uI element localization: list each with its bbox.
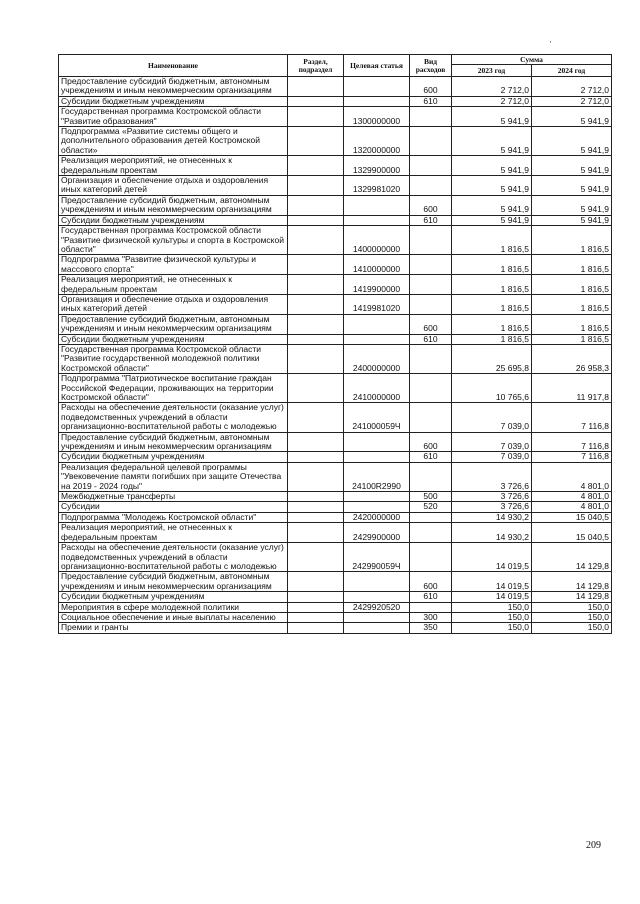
cell-kind: 600 bbox=[410, 432, 452, 452]
cell-2023: 5 941,9 bbox=[452, 176, 532, 196]
cell-target: 1419981020 bbox=[344, 294, 410, 314]
table-row bbox=[59, 512, 612, 522]
table-row bbox=[59, 176, 612, 196]
cell-kind bbox=[410, 275, 452, 295]
cell-name: Субсидии бюджетным учреждениям bbox=[59, 592, 288, 602]
cell-kind bbox=[410, 107, 452, 127]
table-row bbox=[59, 107, 612, 127]
cell-2024: 4 801,0 bbox=[532, 492, 612, 502]
cell-2024: 2 712,0 bbox=[532, 77, 612, 97]
cell-2023: 14 019,5 bbox=[452, 543, 532, 572]
cell-2024: 7 116,8 bbox=[532, 403, 612, 432]
cell-name: Подпрограмма "Патриотическое воспитание граждан Российской Федерации, проживающих на территории Костромской области" bbox=[59, 374, 288, 403]
header-year-2023: 2023 год bbox=[452, 65, 532, 77]
cell-kind bbox=[410, 176, 452, 196]
cell-target: 2420000000 bbox=[344, 512, 410, 522]
cell-name: Организация и обеспечение отдыха и оздоровления иных категорий детей bbox=[59, 294, 288, 314]
cell-section bbox=[288, 502, 344, 512]
cell-section bbox=[288, 77, 344, 97]
table-row bbox=[59, 543, 612, 572]
table-row bbox=[59, 523, 612, 543]
cell-2024: 5 941,9 bbox=[532, 107, 612, 127]
cell-name: Реализация мероприятий, не отнесенных к федеральным проектам bbox=[59, 156, 288, 176]
cell-name: Предоставление субсидий бюджетным, автономным учреждениям и иным некоммерческим организациям bbox=[59, 314, 288, 334]
cell-section bbox=[288, 623, 344, 633]
cell-name: Государственная программа Костромской области "Развитие физической культуры и спорта в Костромской области" bbox=[59, 226, 288, 255]
corner-mark: ' bbox=[550, 40, 552, 48]
cell-2023: 14 019,5 bbox=[452, 592, 532, 602]
cell-2024: 1 816,5 bbox=[532, 255, 612, 275]
cell-2023: 1 816,5 bbox=[452, 294, 532, 314]
cell-2023: 1 816,5 bbox=[452, 334, 532, 344]
cell-kind: 300 bbox=[410, 612, 452, 622]
cell-name: Субсидии бюджетным учреждениям bbox=[59, 452, 288, 462]
cell-2023: 2 712,0 bbox=[452, 77, 532, 97]
table-row bbox=[59, 96, 612, 106]
cell-2023: 150,0 bbox=[452, 623, 532, 633]
cell-kind: 610 bbox=[410, 452, 452, 462]
cell-name: Социальное обеспечение и иные выплаты населению bbox=[59, 612, 288, 622]
cell-2023: 2 712,0 bbox=[452, 96, 532, 106]
cell-2023: 14 930,2 bbox=[452, 512, 532, 522]
cell-2024: 14 129,8 bbox=[532, 572, 612, 592]
cell-name: Предоставление субсидий бюджетным, автономным учреждениям и иным некоммерческим организациям bbox=[59, 77, 288, 97]
table-row bbox=[59, 502, 612, 512]
cell-name: Субсидии bbox=[59, 502, 288, 512]
table-row bbox=[59, 572, 612, 592]
cell-target: 1329900000 bbox=[344, 156, 410, 176]
cell-kind: 350 bbox=[410, 623, 452, 633]
cell-2024: 4 801,0 bbox=[532, 462, 612, 491]
cell-target bbox=[344, 215, 410, 225]
cell-name: Предоставление субсидий бюджетным, автономным учреждениям и иным некоммерческим организациям bbox=[59, 195, 288, 215]
cell-section bbox=[288, 612, 344, 622]
cell-kind: 600 bbox=[410, 572, 452, 592]
cell-section bbox=[288, 492, 344, 502]
header-name: Наименование bbox=[59, 55, 288, 77]
cell-2023: 150,0 bbox=[452, 612, 532, 622]
cell-target bbox=[344, 572, 410, 592]
table-row bbox=[59, 294, 612, 314]
cell-name: Государственная программа Костромской области "Развитие образования" bbox=[59, 107, 288, 127]
cell-target bbox=[344, 77, 410, 97]
cell-kind bbox=[410, 512, 452, 522]
cell-target: 1320000000 bbox=[344, 127, 410, 156]
cell-2024: 150,0 bbox=[532, 612, 612, 622]
cell-section bbox=[288, 403, 344, 432]
cell-name: Реализация мероприятий, не отнесенных к федеральным проектам bbox=[59, 275, 288, 295]
cell-section bbox=[288, 334, 344, 344]
cell-target: 1419900000 bbox=[344, 275, 410, 295]
cell-2024: 1 816,5 bbox=[532, 226, 612, 255]
cell-name: Подпрограмма "Развитие физической культуры и массового спорта" bbox=[59, 255, 288, 275]
table-body bbox=[59, 77, 612, 634]
cell-target bbox=[344, 502, 410, 512]
cell-kind: 520 bbox=[410, 502, 452, 512]
cell-kind bbox=[410, 543, 452, 572]
table-row bbox=[59, 612, 612, 622]
cell-target bbox=[344, 492, 410, 502]
table-row bbox=[59, 275, 612, 295]
cell-2023: 5 941,9 bbox=[452, 195, 532, 215]
header-sum: Сумма bbox=[452, 55, 612, 65]
cell-name: Реализация федеральной целевой программы "Увековечение памяти погибших при защите Отечества на 2019 - 2024 годы" bbox=[59, 462, 288, 491]
cell-kind: 600 bbox=[410, 195, 452, 215]
cell-section bbox=[288, 215, 344, 225]
cell-target bbox=[344, 195, 410, 215]
cell-2023: 7 039,0 bbox=[452, 432, 532, 452]
cell-2023: 25 695,8 bbox=[452, 344, 532, 373]
cell-name: Субсидии бюджетным учреждениям bbox=[59, 96, 288, 106]
cell-section bbox=[288, 96, 344, 106]
cell-2024: 150,0 bbox=[532, 623, 612, 633]
cell-kind: 610 bbox=[410, 592, 452, 602]
cell-2024: 5 941,9 bbox=[532, 195, 612, 215]
cell-2024: 11 917,8 bbox=[532, 374, 612, 403]
cell-kind: 610 bbox=[410, 96, 452, 106]
cell-target bbox=[344, 623, 410, 633]
cell-2024: 5 941,9 bbox=[532, 215, 612, 225]
table-row bbox=[59, 403, 612, 432]
cell-2024: 1 816,5 bbox=[532, 314, 612, 334]
cell-target bbox=[344, 334, 410, 344]
cell-target: 1410000000 bbox=[344, 255, 410, 275]
cell-2023: 1 816,5 bbox=[452, 314, 532, 334]
cell-2023: 5 941,9 bbox=[452, 127, 532, 156]
cell-target bbox=[344, 452, 410, 462]
cell-target bbox=[344, 432, 410, 452]
cell-section bbox=[288, 156, 344, 176]
cell-kind bbox=[410, 523, 452, 543]
cell-2024: 4 801,0 bbox=[532, 502, 612, 512]
cell-2024: 26 958,3 bbox=[532, 344, 612, 373]
cell-name: Расходы на обеспечение деятельности (оказание услуг) подведомственных учреждений в области организационно-воспитательной работы с молодежью bbox=[59, 543, 288, 572]
cell-2024: 7 116,8 bbox=[532, 452, 612, 462]
cell-section bbox=[288, 543, 344, 572]
cell-kind: 600 bbox=[410, 314, 452, 334]
cell-section bbox=[288, 592, 344, 602]
cell-name: Межбюджетные трансферты bbox=[59, 492, 288, 502]
page-number: 209 bbox=[586, 840, 601, 851]
cell-section bbox=[288, 374, 344, 403]
cell-2023: 5 941,9 bbox=[452, 107, 532, 127]
table-row bbox=[59, 492, 612, 502]
cell-kind bbox=[410, 255, 452, 275]
cell-target: 2429920520 bbox=[344, 602, 410, 612]
cell-2023: 3 726,6 bbox=[452, 502, 532, 512]
cell-section bbox=[288, 602, 344, 612]
cell-section bbox=[288, 572, 344, 592]
cell-2024: 14 129,8 bbox=[532, 543, 612, 572]
cell-kind bbox=[410, 127, 452, 156]
header-year-2024: 2024 год bbox=[532, 65, 612, 77]
table-row bbox=[59, 374, 612, 403]
cell-2024: 15 040,5 bbox=[532, 512, 612, 522]
cell-2024: 150,0 bbox=[532, 602, 612, 612]
cell-kind bbox=[410, 403, 452, 432]
table-row bbox=[59, 255, 612, 275]
cell-2023: 1 816,5 bbox=[452, 226, 532, 255]
cell-target: 242990059Ч bbox=[344, 543, 410, 572]
cell-kind: 610 bbox=[410, 215, 452, 225]
cell-section bbox=[288, 452, 344, 462]
cell-name: Государственная программа Костромской области "Развитие государственной молодежной политики Костромской области" bbox=[59, 344, 288, 373]
cell-2023: 5 941,9 bbox=[452, 156, 532, 176]
cell-name: Расходы на обеспечение деятельности (оказание услуг) подведомственных учреждений в области организационно-воспитательной работы с молодежью bbox=[59, 403, 288, 432]
cell-2024: 15 040,5 bbox=[532, 523, 612, 543]
cell-section bbox=[288, 523, 344, 543]
cell-section bbox=[288, 344, 344, 373]
cell-2024: 7 116,8 bbox=[532, 432, 612, 452]
cell-kind: 610 bbox=[410, 334, 452, 344]
cell-section bbox=[288, 512, 344, 522]
table-row bbox=[59, 334, 612, 344]
cell-2024: 1 816,5 bbox=[532, 334, 612, 344]
cell-section bbox=[288, 462, 344, 491]
cell-section bbox=[288, 226, 344, 255]
cell-kind bbox=[410, 226, 452, 255]
cell-target: 24100R2990 bbox=[344, 462, 410, 491]
cell-2024: 1 816,5 bbox=[532, 275, 612, 295]
cell-name: Субсидии бюджетным учреждениям bbox=[59, 215, 288, 225]
cell-kind: 500 bbox=[410, 492, 452, 502]
header-target: Целевая статья bbox=[344, 55, 410, 77]
cell-2023: 150,0 bbox=[452, 602, 532, 612]
cell-kind bbox=[410, 344, 452, 373]
cell-2023: 7 039,0 bbox=[452, 452, 532, 462]
cell-kind bbox=[410, 462, 452, 491]
cell-2023: 3 726,6 bbox=[452, 492, 532, 502]
cell-2023: 1 816,5 bbox=[452, 275, 532, 295]
cell-2023: 10 765,6 bbox=[452, 374, 532, 403]
cell-section bbox=[288, 107, 344, 127]
budget-table bbox=[58, 54, 612, 634]
table-row bbox=[59, 623, 612, 633]
cell-name: Предоставление субсидий бюджетным, автономным учреждениям и иным некоммерческим организациям bbox=[59, 572, 288, 592]
cell-target bbox=[344, 612, 410, 622]
cell-target: 2429900000 bbox=[344, 523, 410, 543]
table-row bbox=[59, 195, 612, 215]
table-row bbox=[59, 127, 612, 156]
cell-2023: 7 039,0 bbox=[452, 403, 532, 432]
cell-2023: 1 816,5 bbox=[452, 255, 532, 275]
cell-section bbox=[288, 294, 344, 314]
cell-2023: 5 941,9 bbox=[452, 215, 532, 225]
cell-name: Реализация мероприятий, не отнесенных к федеральным проектам bbox=[59, 523, 288, 543]
cell-2024: 14 129,8 bbox=[532, 592, 612, 602]
table-row bbox=[59, 215, 612, 225]
table-row bbox=[59, 462, 612, 491]
cell-name: Организация и обеспечение отдыха и оздоровления иных категорий детей bbox=[59, 176, 288, 196]
cell-name: Подпрограмма «Развитие системы общего и дополнительного образования детей Костромской области» bbox=[59, 127, 288, 156]
cell-section bbox=[288, 314, 344, 334]
cell-kind bbox=[410, 374, 452, 403]
cell-target: 1329981020 bbox=[344, 176, 410, 196]
cell-section bbox=[288, 432, 344, 452]
cell-2024: 2 712,0 bbox=[532, 96, 612, 106]
table-row bbox=[59, 156, 612, 176]
cell-target: 241000059Ч bbox=[344, 403, 410, 432]
cell-name: Подпрограмма "Молодежь Костромской области" bbox=[59, 512, 288, 522]
cell-target: 2400000000 bbox=[344, 344, 410, 373]
cell-name: Мероприятия в сфере молодежной политики bbox=[59, 602, 288, 612]
cell-section bbox=[288, 255, 344, 275]
cell-target bbox=[344, 592, 410, 602]
header-kind: Вид расходов bbox=[410, 55, 452, 77]
cell-kind bbox=[410, 602, 452, 612]
cell-target: 1300000000 bbox=[344, 107, 410, 127]
cell-target bbox=[344, 96, 410, 106]
table-row bbox=[59, 602, 612, 612]
cell-target: 2410000000 bbox=[344, 374, 410, 403]
cell-kind bbox=[410, 294, 452, 314]
cell-target bbox=[344, 314, 410, 334]
cell-section bbox=[288, 275, 344, 295]
cell-2024: 5 941,9 bbox=[532, 156, 612, 176]
cell-2023: 14 930,2 bbox=[452, 523, 532, 543]
cell-section bbox=[288, 127, 344, 156]
cell-2024: 5 941,9 bbox=[532, 127, 612, 156]
table-row bbox=[59, 314, 612, 334]
cell-section bbox=[288, 176, 344, 196]
cell-2023: 14 019,5 bbox=[452, 572, 532, 592]
cell-name: Субсидии бюджетным учреждениям bbox=[59, 334, 288, 344]
table-row bbox=[59, 452, 612, 462]
table-row bbox=[59, 77, 612, 97]
cell-2024: 1 816,5 bbox=[532, 294, 612, 314]
header-section: Раздел, подраздел bbox=[288, 55, 344, 77]
table-row bbox=[59, 344, 612, 373]
cell-section bbox=[288, 195, 344, 215]
cell-name: Предоставление субсидий бюджетным, автономным учреждениям и иным некоммерческим организациям bbox=[59, 432, 288, 452]
table-row bbox=[59, 226, 612, 255]
cell-2023: 3 726,6 bbox=[452, 462, 532, 491]
cell-kind bbox=[410, 156, 452, 176]
cell-kind: 600 bbox=[410, 77, 452, 97]
cell-target: 1400000000 bbox=[344, 226, 410, 255]
table-row bbox=[59, 432, 612, 452]
table-row bbox=[59, 592, 612, 602]
cell-2024: 5 941,9 bbox=[532, 176, 612, 196]
cell-name: Премии и гранты bbox=[59, 623, 288, 633]
